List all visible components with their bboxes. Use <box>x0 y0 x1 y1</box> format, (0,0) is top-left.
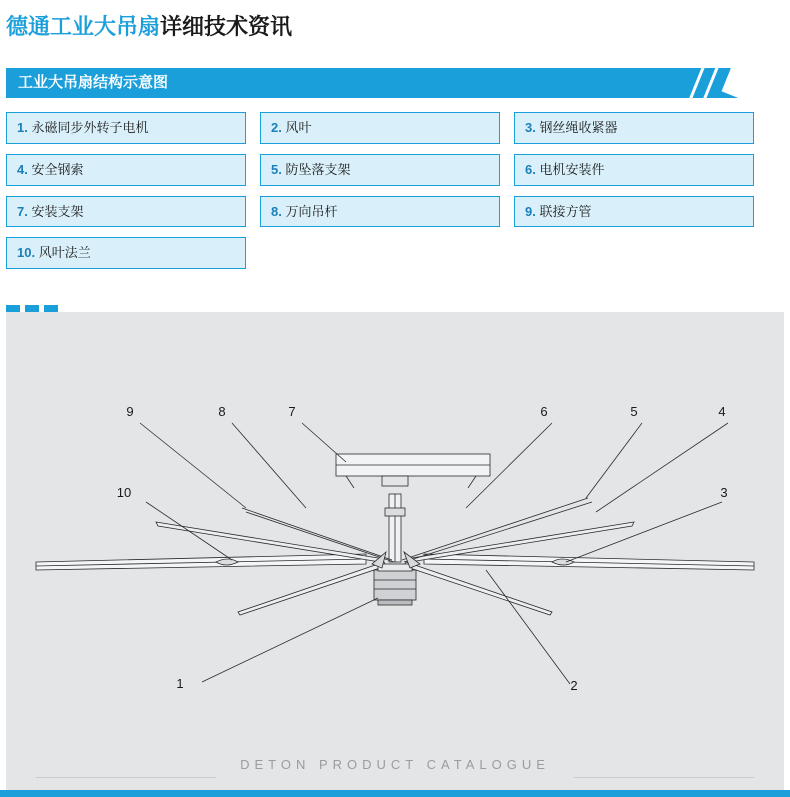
legend-number: 7. <box>17 203 28 219</box>
section-bar-slash-1 <box>687 68 706 98</box>
legend-label: 安全钢索 <box>31 161 84 177</box>
list-item[interactable] <box>260 154 500 186</box>
list-item[interactable] <box>6 196 246 228</box>
dash-segment <box>6 305 20 312</box>
callout-label: 3 <box>720 485 728 500</box>
legend-number: 6. <box>525 161 536 177</box>
list-item[interactable] <box>514 154 754 186</box>
list-item[interactable] <box>260 196 500 228</box>
section-header-label: 工业大吊扇结构示意图 <box>18 74 169 92</box>
dash-segment <box>44 305 58 312</box>
legend-number: 8. <box>271 203 282 219</box>
dash-decoration <box>6 305 58 312</box>
list-item[interactable] <box>6 237 246 269</box>
legend-label: 安装支架 <box>31 203 84 219</box>
legend-label: 钢丝绳收紧器 <box>539 120 618 136</box>
list-item[interactable] <box>6 154 246 186</box>
legend-number: 5. <box>271 161 282 177</box>
page-title-rest: 详细技术资讯 <box>160 14 293 39</box>
legend-list <box>6 112 784 268</box>
legend-label: 防坠落支架 <box>285 161 351 177</box>
legend-number: 9. <box>525 203 536 219</box>
page-title-accent: 德通工业大吊扇 <box>6 14 161 39</box>
section-header-bar <box>6 68 784 98</box>
figure-panel <box>6 312 784 790</box>
legend-number: 2. <box>271 120 282 136</box>
legend-label: 万向吊杆 <box>285 203 338 219</box>
section-bar-cut <box>722 68 784 98</box>
callout-label: 7 <box>288 404 296 419</box>
dash-segment <box>25 305 39 312</box>
list-item[interactable] <box>260 112 500 144</box>
callout-label: 9 <box>126 404 134 419</box>
legend-label: 联接方管 <box>539 203 592 219</box>
callout-label: 6 <box>540 404 548 419</box>
footer-rule-right <box>574 777 754 778</box>
fan-structure-diagram <box>6 312 784 790</box>
callout-label: 5 <box>630 404 638 419</box>
callout-label: 1 <box>176 676 184 691</box>
bottom-accent-strip <box>0 790 790 797</box>
legend-label: 风叶法兰 <box>38 245 91 261</box>
callout-label: 4 <box>718 404 726 419</box>
footer-rule-left <box>36 777 216 778</box>
legend-number: 3. <box>525 120 536 136</box>
page-title <box>0 0 790 40</box>
callout-label: 10 <box>116 485 132 500</box>
list-item[interactable] <box>514 196 754 228</box>
legend-number: 10. <box>17 245 36 261</box>
list-item[interactable] <box>514 112 754 144</box>
legend-label: 永磁同步外转子电机 <box>31 120 149 136</box>
callout-label: 8 <box>218 404 226 419</box>
legend-label: 电机安装件 <box>539 161 605 177</box>
callout-label: 2 <box>570 678 578 693</box>
legend-label: 风叶 <box>285 120 312 136</box>
catalogue-footer-text: DETON PRODUCT CATALOGUE <box>240 757 550 772</box>
legend-number: 1. <box>17 120 28 136</box>
section-bar-slash-2 <box>701 68 720 98</box>
list-item[interactable] <box>6 112 246 144</box>
legend-number: 4. <box>17 161 28 177</box>
